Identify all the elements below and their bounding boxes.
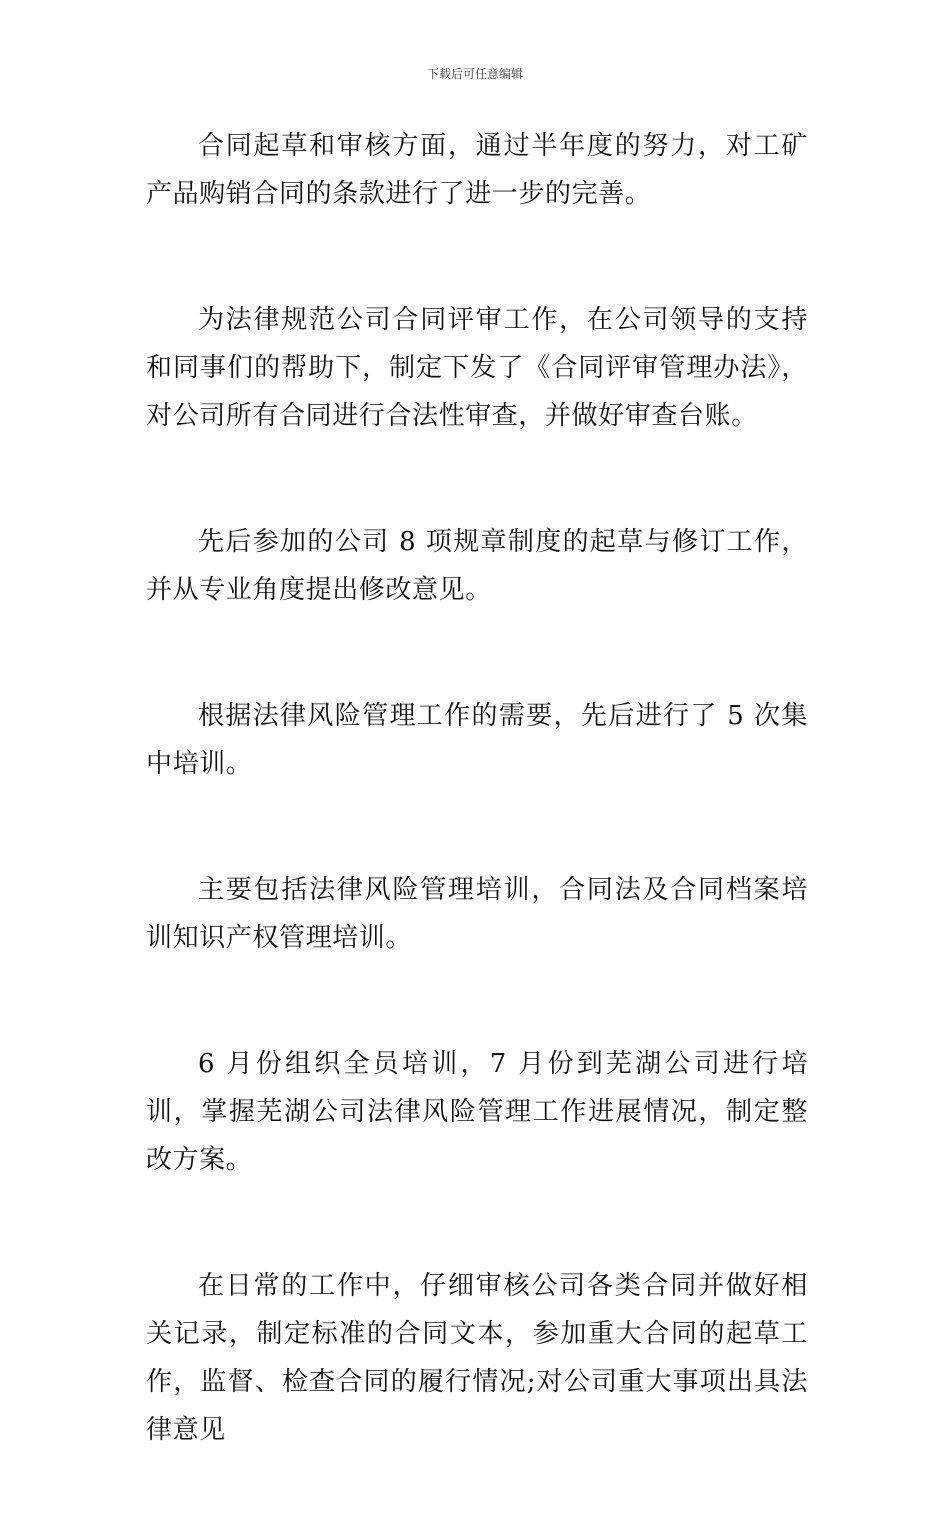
document-body [146,122,808,1532]
paragraph-regulations-drafting: 先后参加的公司 8 项规章制度的起草与修订工作，并从专业角度提出修改意见。 [146,527,808,605]
paragraph-daily-work: 在日常的工作中，仔细审核公司各类合同并做好相关记录，制定标准的合同文本，参加重大合同的起草工作，监督、检查合同的履行情况;对公司重大事项出具法律意见 [146,1271,808,1445]
paragraph-contract-review-rules: 为法律规范公司合同评审工作，在公司领导的支持和同事们的帮助下，制定下发了《合同评审管理办法》，对公司所有合同进行合法性审查，并做好审查台账。 [146,305,808,431]
paragraph-training-count: 根据法律风险管理工作的需要，先后进行了 5 次集中培训。 [146,701,808,779]
page-header: 下载后可任意编辑 [426,67,523,81]
paragraph-june-july-training: 6 月份组织全员培训，7 月份到芜湖公司进行培训，掌握芜湖公司法律风险管理工作进展情况，制定整改方案。 [146,1049,808,1175]
paragraph-training-topics: 主要包括法律风险管理培训，合同法及合同档案培训知识产权管理培训。 [146,875,808,953]
paragraph-contract-drafting: 合同起草和审核方面，通过半年度的努力，对工矿产品购销合同的条款进行了进一步的完善。 [146,131,808,209]
